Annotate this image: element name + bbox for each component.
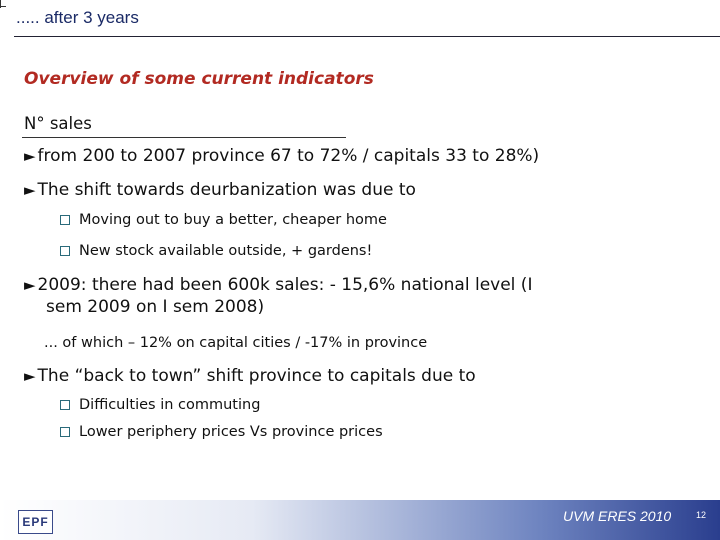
heading-underline	[22, 137, 346, 138]
bullet-note: ... of which – 12% on capital cities / -17% in province	[44, 335, 428, 351]
arrow-bullet-icon: ►	[24, 147, 36, 165]
bullet-text: The shift towards deurbanization was due to	[37, 180, 416, 200]
sub-bullet-item	[60, 212, 387, 228]
sub-bullet-item	[60, 424, 383, 440]
bullet-item	[24, 146, 539, 166]
checkbox-bullet-icon	[60, 400, 70, 410]
arrow-bullet-icon: ►	[24, 181, 36, 199]
sub-bullet-text: New stock available outside, + gardens!	[79, 243, 373, 259]
arrow-bullet-icon: ►	[24, 276, 36, 294]
slide-subtitle: Overview of some current indicators	[24, 69, 374, 89]
page-number: 12	[696, 510, 707, 520]
bullet-continuation: sem 2009 on I sem 2008)	[46, 297, 265, 317]
corner-mark	[0, 6, 6, 7]
bullet-item	[24, 180, 416, 200]
footer-event-label: UVM ERES 2010	[563, 508, 672, 524]
checkbox-bullet-icon	[60, 427, 70, 437]
slide-title: ..... after 3 years	[16, 8, 139, 27]
bullet-item	[24, 366, 476, 386]
bullet-text: 2009: there had been 600k sales: - 15,6% national level (I	[37, 275, 533, 295]
bullet-text: from 200 to 2007 province 67 to 72% / capitals 33 to 28%)	[37, 146, 540, 166]
sub-bullet-text: Lower periphery prices Vs province prices	[79, 424, 383, 440]
sub-bullet-text: Moving out to buy a better, cheaper home	[79, 212, 387, 228]
sub-bullet-item	[60, 243, 372, 259]
sub-bullet-text: Difficulties in commuting	[79, 397, 261, 413]
epf-logo: EPF	[18, 510, 53, 534]
section-heading: N° sales	[24, 114, 92, 133]
checkbox-bullet-icon	[60, 246, 70, 256]
bullet-item	[24, 275, 532, 295]
bullet-text: The “back to town” shift province to capitals due to	[37, 366, 476, 386]
checkbox-bullet-icon	[60, 215, 70, 225]
sub-bullet-item	[60, 397, 260, 413]
arrow-bullet-icon: ►	[24, 367, 36, 385]
title-divider	[14, 36, 720, 37]
